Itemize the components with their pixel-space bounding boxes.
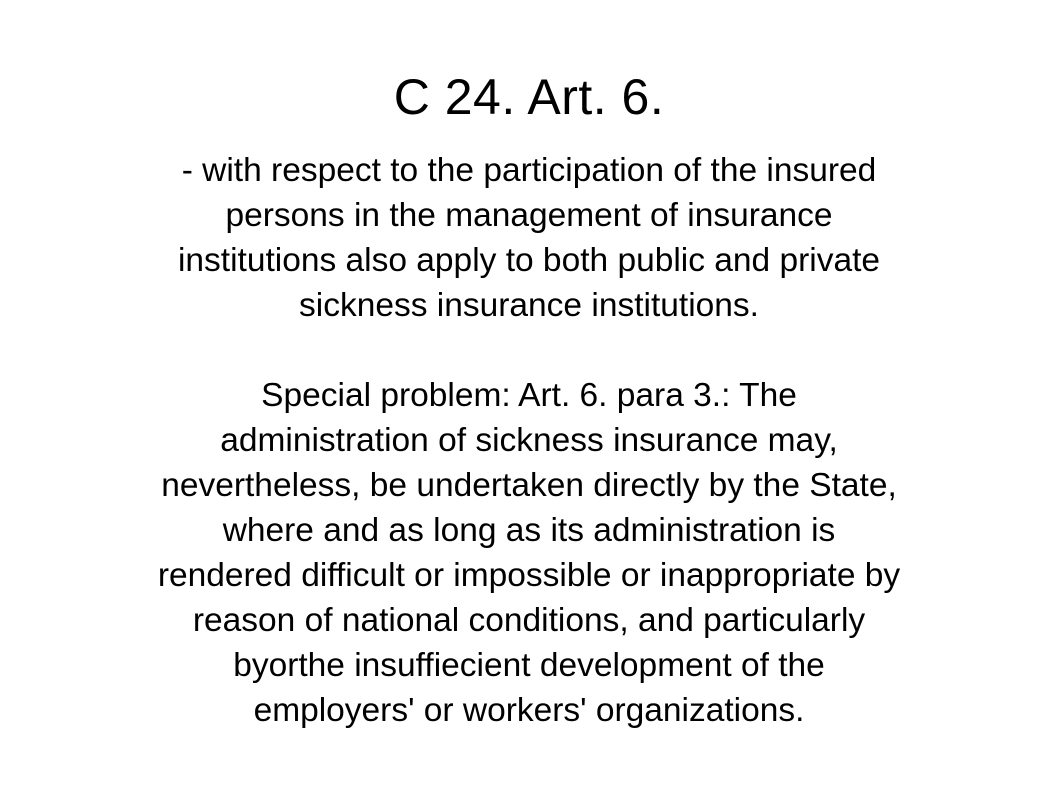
paragraph-participation: - with respect to the participation of the insured persons in the management of insurance institutions also apply to both public and private sickness insurance institutions. — [177, 152, 881, 324]
slide-title: C 24. Art. 6. — [393, 69, 665, 125]
paragraph-spacer — [30, 328, 1028, 373]
paragraph-special-problem: Special problem: Art. 6. para 3.: The administration of sickness insurance may, nevertheless, be undertaken directly by the State, where and as long as its administration is rendered difficult or impossible or inappropriate by reason of national conditions, and particularly byorthe insuffiecient development of the employers' or workers' organizations. — [157, 377, 901, 729]
slide-body — [30, 148, 1028, 733]
